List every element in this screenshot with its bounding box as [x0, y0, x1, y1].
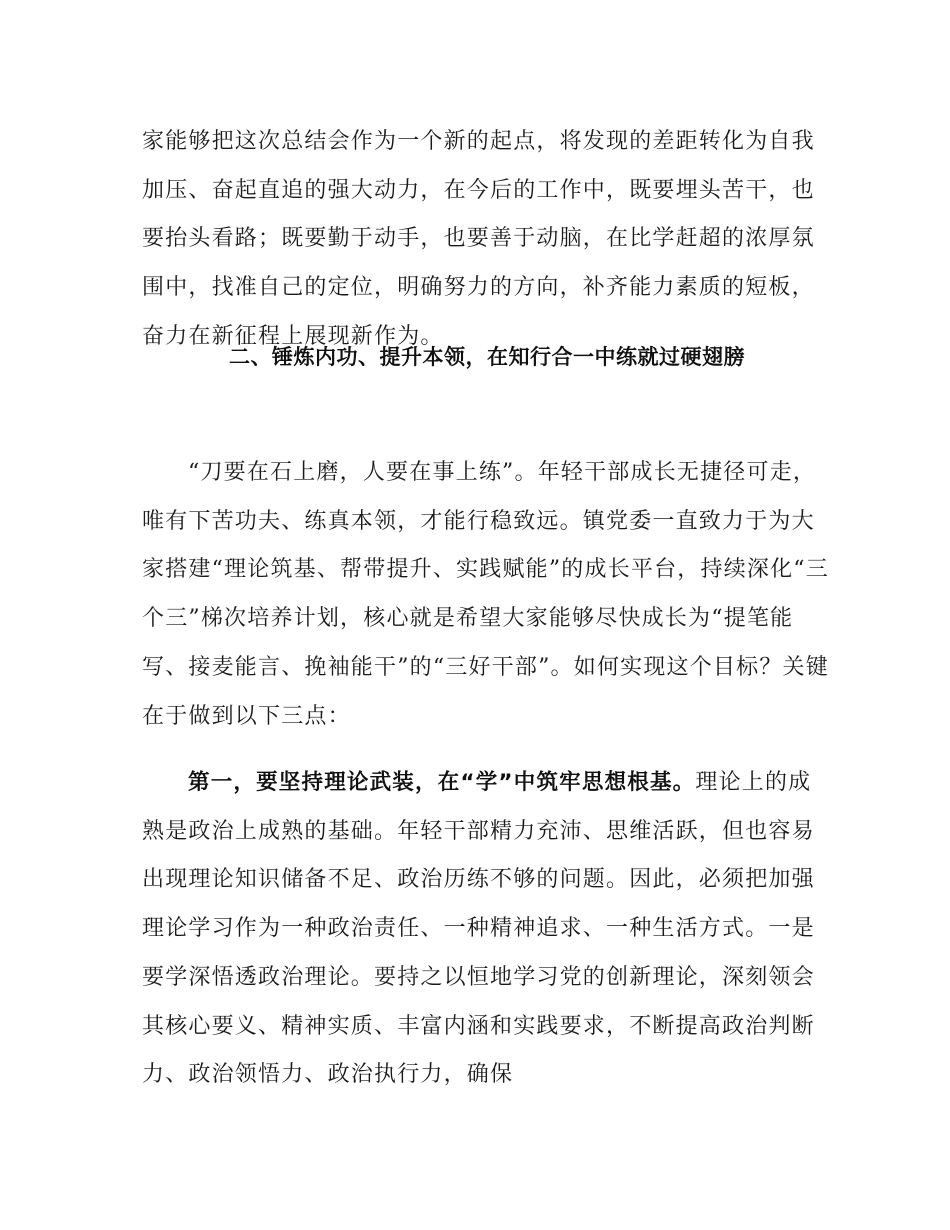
paragraph-body-text: 理论上的成熟是政治上成熟的基础。年轻干部精力充沛、思维活跃，但也容易出现理论知识储备不足、政治历练不够的问题。因此，必须把加强理论学习作为一种政治责任、一种精神追求、一种生活方式。一是要学深悟透政治理论。要持之以恒地学习党的创新理论，深刻领会其核心要义、精神实质、丰富内涵和实践要求，不断提高政治判断力、政治领悟力、政治执行力，确保	[142, 770, 815, 1088]
paragraph-point-one	[142, 759, 832, 1100]
paragraph-intro: “刀要在石上磨，人要在事上练”。年轻干部成长无捷径可走，唯有下苦功夫、练真本领，才能行稳致远。镇党委一直致力于为大家搭建“理论筑基、帮带提升、实践赋能”的成长平台，持续深化“三个三”梯次培养计划，核心就是希望大家能够尽快成长为“提笔能写、接麦能言、挽袖能干”的“三好干部”。如何实现这个目标？关键在于做到以下三点：	[142, 460, 829, 729]
paragraph-continuation: 家能够把这次总结会作为一个新的起点，将发现的差距转化为自我加压、奋起直追的强大动力，在今后的工作中，既要埋头苦干，也要抬头看路；既要勤于动手，也要善于动脑，在比学赶超的浓厚氛围中，找准自己的定位，明确努力的方向，补齐能力素质的短板，奋力在新征程上展现新作为。	[142, 129, 815, 349]
paragraph-lead-sentence: 第一，要坚持理论武装，在“学”中筑牢思想根基。	[188, 770, 696, 795]
section-heading: 二、锤炼内功、提升本领，在知行合一中练就过硬翅膀	[229, 345, 745, 369]
